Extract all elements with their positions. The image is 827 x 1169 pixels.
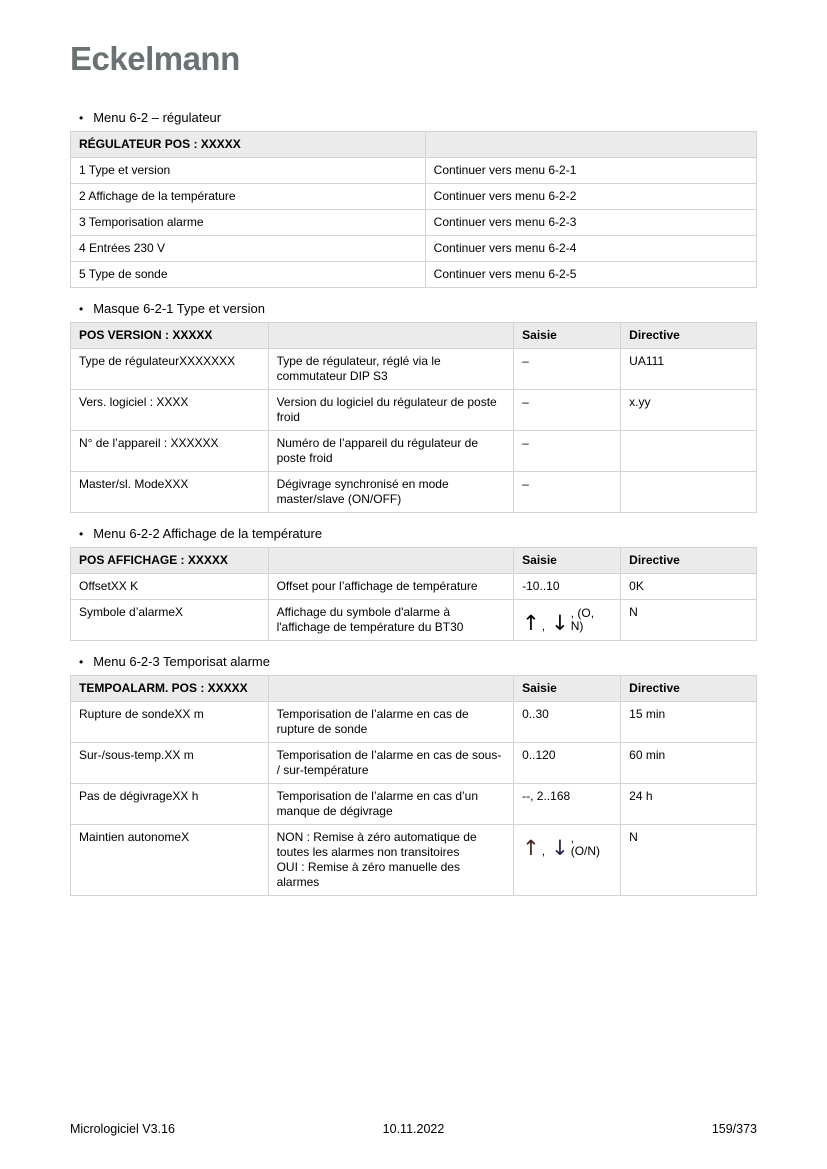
desc-line-non: NON : Remise à zéro automatique de toutes les alarmes non transitoires — [276, 830, 477, 859]
table-header-row — [71, 676, 757, 702]
saisie-cell: – — [514, 349, 621, 390]
menu-item-cell: 2 Affichage de la température — [71, 184, 426, 210]
param-cell: Symbole d’alarmeX — [71, 600, 269, 641]
table-row — [71, 574, 757, 600]
table-header-row — [71, 132, 757, 158]
table-row — [71, 743, 757, 784]
menu-item-cell: 5 Type de sonde — [71, 262, 426, 288]
bullet-icon: • — [79, 111, 84, 125]
saisie-cell: -10..10 — [514, 574, 621, 600]
param-cell: Maintien autonomeX — [71, 825, 269, 896]
desc-cell: Affichage du symbole d'alarme à l'affichage de température du BT30 — [268, 600, 514, 641]
options-text: , (O/N) — [570, 831, 601, 858]
saisie-cell: – — [514, 472, 621, 513]
section-heading-label: Masque 6-2-1 Type et version — [93, 301, 265, 316]
saisie-cell: 0..120 — [514, 743, 621, 784]
desc-line-oui: OUI : Remise à zéro manuelle des alarmes — [276, 860, 460, 889]
desc-cell: Type de régulateur, réglé via le commutateur DIP S3 — [268, 349, 514, 390]
menu-target-cell: Continuer vers menu 6-2-3 — [425, 210, 756, 236]
section-heading — [70, 526, 757, 542]
directive-header-cell: Directive — [621, 676, 757, 702]
table-row — [71, 210, 757, 236]
table-row — [71, 825, 757, 896]
down-arrow-icon: ↓ — [551, 836, 569, 860]
footer-date: 10.11.2022 — [382, 1122, 445, 1136]
directive-cell: UA111 — [621, 349, 757, 390]
page-content — [70, 110, 757, 909]
desc-cell — [268, 825, 514, 896]
table-row — [71, 184, 757, 210]
table-title-cell: POS VERSION : XXXXX — [71, 323, 269, 349]
directive-cell: N — [621, 600, 757, 641]
menu-item-cell: 1 Type et version — [71, 158, 426, 184]
saisie-header-cell: Saisie — [514, 676, 621, 702]
footer-version: Micrologiciel V3.16 — [70, 1122, 175, 1136]
section-heading-label: Menu 6-2 – régulateur — [93, 110, 222, 125]
table-row — [71, 349, 757, 390]
param-cell: Vers. logiciel : XXXX — [71, 390, 269, 431]
table-row — [71, 702, 757, 743]
saisie-header-cell: Saisie — [514, 323, 621, 349]
table-header-empty-cell — [268, 676, 514, 702]
menu-target-cell: Continuer vers menu 6-2-5 — [425, 262, 756, 288]
directive-cell: 60 min — [621, 743, 757, 784]
table-row — [71, 262, 757, 288]
param-cell: N° de l’appareil : XXXXXX — [71, 431, 269, 472]
desc-cell: Temporisation de l’alarme en cas de sous- / sur-température — [268, 743, 514, 784]
table-header-empty-cell — [268, 548, 514, 574]
directive-cell: 24 h — [621, 784, 757, 825]
masque-6-2-1-table — [70, 322, 757, 513]
menu-item-cell: 4 Entrées 230 V — [71, 236, 426, 262]
section-heading — [70, 301, 757, 317]
saisie-cell — [514, 600, 621, 641]
param-cell: OffsetXX K — [71, 574, 269, 600]
arrow-options — [522, 607, 612, 633]
menu-6-2-2-table — [70, 547, 757, 641]
desc-cell: Numéro de l’appareil du régulateur de poste froid — [268, 431, 514, 472]
down-arrow-icon: ↓ — [551, 611, 569, 635]
table-row — [71, 472, 757, 513]
section-heading-label: Menu 6-2-3 Temporisat alarme — [93, 654, 270, 669]
param-cell: Pas de dégivrageXX h — [71, 784, 269, 825]
table-header-row — [71, 548, 757, 574]
bullet-icon: • — [79, 655, 84, 669]
directive-header-cell: Directive — [621, 548, 757, 574]
menu-target-cell: Continuer vers menu 6-2-1 — [425, 158, 756, 184]
bullet-icon: • — [79, 527, 84, 541]
directive-cell: 0K — [621, 574, 757, 600]
directive-header-cell: Directive — [621, 323, 757, 349]
table-row — [71, 390, 757, 431]
section-heading — [70, 110, 757, 126]
table-header-empty-cell — [268, 323, 514, 349]
saisie-cell: --, 2..168 — [514, 784, 621, 825]
directive-cell: 15 min — [621, 702, 757, 743]
table-row — [71, 784, 757, 825]
up-arrow-icon: ↑ — [522, 836, 540, 860]
up-arrow-icon: ↑ — [522, 611, 540, 635]
bullet-icon: • — [79, 302, 84, 316]
table-row — [71, 158, 757, 184]
desc-cell: Offset pour l’affichage de température — [268, 574, 514, 600]
param-cell: Rupture de sondeXX m — [71, 702, 269, 743]
table-title-cell: TEMPOALARM. POS : XXXXX — [71, 676, 269, 702]
directive-cell — [621, 472, 757, 513]
footer-page-number: 159/373 — [711, 1122, 757, 1136]
menu-target-cell: Continuer vers menu 6-2-4 — [425, 236, 756, 262]
table-row — [71, 431, 757, 472]
desc-cell: Dégivrage synchronisé en mode master/slave (ON/OFF) — [268, 472, 514, 513]
page-footer — [70, 1122, 757, 1136]
directive-cell: x.yy — [621, 390, 757, 431]
saisie-cell: 0..30 — [514, 702, 621, 743]
arrow-options — [522, 832, 612, 858]
table-title-cell: RÉGULATEUR POS : XXXXX — [71, 132, 426, 158]
menu-item-cell: 3 Temporisation alarme — [71, 210, 426, 236]
desc-cell: Temporisation de l’alarme en cas d’un manque de dégivrage — [268, 784, 514, 825]
table-header-row — [71, 323, 757, 349]
section-heading-label: Menu 6-2-2 Affichage de la température — [93, 526, 323, 541]
menu-target-cell: Continuer vers menu 6-2-2 — [425, 184, 756, 210]
options-text: , (O, N) — [570, 606, 595, 633]
param-cell: Type de régulateurXXXXXXX — [71, 349, 269, 390]
saisie-cell: – — [514, 431, 621, 472]
param-cell: Master/sl. ModeXXX — [71, 472, 269, 513]
directive-cell — [621, 431, 757, 472]
logo: Eckelmann — [70, 40, 240, 77]
menu-6-2-table — [70, 131, 757, 288]
section-heading — [70, 654, 757, 670]
saisie-cell — [514, 825, 621, 896]
table-title-cell: POS AFFICHAGE : XXXXX — [71, 548, 269, 574]
table-header-empty-cell — [425, 132, 756, 158]
table-row — [71, 236, 757, 262]
table-row — [71, 600, 757, 641]
menu-6-2-3-table — [70, 675, 757, 896]
param-cell: Sur-/sous-temp.XX m — [71, 743, 269, 784]
directive-cell: N — [621, 825, 757, 896]
desc-cell: Temporisation de l’alarme en cas de rupture de sonde — [268, 702, 514, 743]
separator-text: , — [541, 844, 546, 858]
saisie-header-cell: Saisie — [514, 548, 621, 574]
desc-cell: Version du logiciel du régulateur de poste froid — [268, 390, 514, 431]
separator-text: , — [541, 619, 546, 633]
saisie-cell: – — [514, 390, 621, 431]
